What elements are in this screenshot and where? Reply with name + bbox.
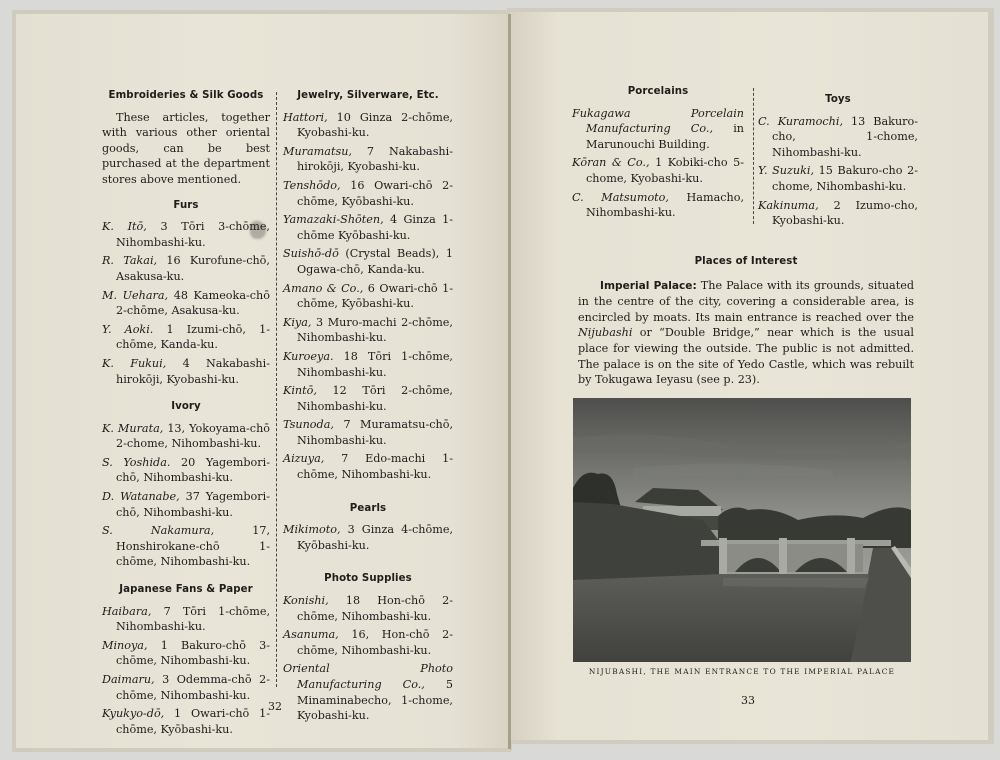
shop-address: 37 Yagembori-chō, Nihombashi-ku. — [116, 490, 270, 519]
list-item — [102, 219, 270, 250]
shop-address: in Marunouchi Building. — [586, 122, 745, 151]
shop-name: Oriental Photo Manufacturing Co., — [283, 662, 453, 691]
list-item — [283, 383, 453, 414]
paragraph-text: The Palace with its grounds, situated in the centre of the city, covering a considerable area, is encircled by moats. Its main entrance is reached over the — [578, 278, 914, 324]
list-item — [102, 489, 270, 520]
left-column-b — [283, 88, 453, 727]
shop-address: 1 Owari-chō 1-chōme, Kyōbashi-ku. — [116, 707, 270, 736]
list-item — [283, 110, 453, 141]
shop-address: 17, Honshirokane-chō 1-chōme, Nihombashi-ku. — [116, 524, 270, 569]
list-item — [283, 315, 453, 346]
places-of-interest — [578, 254, 914, 388]
shop-name: M. Uehara, — [102, 288, 169, 302]
shop-name: Aizuya, — [283, 452, 325, 466]
shop-address: 7 Nakabashi-hirokōji, Kyobashi-ku. — [297, 144, 453, 174]
shop-name: Kiya, — [283, 315, 312, 329]
nijubashi-photo — [573, 398, 911, 662]
list-item — [283, 349, 453, 380]
photo-illustration — [573, 398, 911, 662]
shop-name: Kōran & Co., — [572, 156, 650, 170]
list-item — [283, 281, 453, 312]
list-item — [102, 523, 270, 570]
shop-name: R. Takai, — [102, 254, 158, 268]
shop-address: 3 Ginza 4-chōme, Kyōbashi-ku. — [297, 523, 453, 552]
list-item — [283, 593, 453, 624]
section-heading: Photo Supplies — [324, 573, 412, 585]
right-column-toys — [758, 92, 918, 232]
shop-address: 1 Kobiki-cho 5-chome, Kyobashi-ku. — [586, 156, 744, 185]
shop-address: 16 Kurofune-chō, Asakusa-ku. — [116, 254, 270, 283]
list-item — [102, 421, 270, 452]
shop-name: Amano & Co., — [283, 281, 364, 295]
shop-name: Kintō, — [283, 384, 317, 398]
list-item — [102, 706, 270, 737]
shop-name: Y. Aoki. — [102, 322, 154, 336]
shop-name: Tenshōdo, — [283, 178, 341, 192]
shop-name: Hattori, — [283, 110, 328, 124]
list-item — [102, 253, 270, 284]
list-item — [283, 212, 453, 243]
shop-address: 5 Minaminabecho, 1-chome, Kyobashi-ku. — [297, 678, 453, 723]
list-item — [758, 198, 918, 229]
list-item — [283, 661, 453, 723]
shop-name: Konishi, — [283, 594, 329, 608]
section-heading: Toys — [825, 94, 851, 105]
section-heading: Jewelry, Silverware, Etc. — [297, 90, 439, 101]
list-item — [572, 155, 744, 186]
list-item — [283, 522, 453, 553]
shop-address: Hamacho, Nihombashi-ku. — [586, 190, 744, 220]
shop-address: 16 Owari-chō 2-chōme, Kyōbashi-ku. — [297, 178, 453, 208]
shop-name: K. Itō, — [102, 220, 147, 234]
section-heading: Pearls — [349, 502, 387, 514]
list-item — [102, 288, 270, 319]
shop-name: Tsunoda, — [283, 418, 334, 432]
list-item — [283, 627, 453, 658]
list-item — [283, 451, 453, 482]
photo-caption: NIJUBASHI, THE MAIN ENTRANCE TO THE IMPERIAL PALACE — [588, 667, 896, 676]
shop-address: 3 Tōri 3-chōme, Nihombashi-ku. — [116, 220, 270, 249]
shop-address: 13, Yokoyama-chō 2-chome, Nihombashi-ku. — [116, 421, 271, 451]
section-heading: Porcelains — [627, 86, 689, 97]
shop-address: 6 Owari-chō 1-chōme, Kyōbashi-ku. — [297, 281, 453, 311]
shop-address: 48 Kameoka-chō 2-chōme, Asakusa-ku. — [116, 288, 270, 318]
shop-name: Muramatsu, — [283, 144, 352, 158]
list-item — [283, 246, 453, 277]
shop-name: Suishō-dō — [283, 247, 339, 261]
list-item — [102, 322, 270, 353]
italic-term: Nijubashi — [578, 326, 633, 340]
shop-address: 20 Yagembori-chō, Nihombashi-ku. — [116, 455, 270, 485]
shop-address: 7 Tōri 1-chōme, Nihombashi-ku. — [116, 604, 270, 634]
book-gutter — [508, 14, 511, 749]
right-column-porcelains — [572, 84, 744, 224]
list-item — [572, 190, 744, 221]
page-number: 33 — [741, 694, 755, 707]
shop-address: 18 Tōri 1-chōme, Nihombashi-ku. — [297, 349, 453, 379]
shop-name: K. Fukui, — [102, 356, 167, 370]
shop-name: Asanuma, — [283, 628, 339, 642]
shop-address: (Crystal Beads), 1 Ogawa-chō, Kanda-ku. — [297, 247, 453, 276]
list-item — [102, 638, 270, 669]
shop-address: 13 Bakuro-cho, 1-chome, Nihombashi-ku. — [772, 114, 919, 159]
shop-name: Haibara, — [102, 604, 152, 618]
shop-address: 16, Hon-chō 2-chōme, Nihombashi-ku. — [297, 628, 453, 657]
section-heading: Ivory — [171, 401, 201, 413]
list-item — [102, 455, 270, 486]
list-item — [102, 604, 270, 635]
shop-address: 10 Ginza 2-chōme, Kyobashi-ku. — [297, 110, 453, 140]
shop-address: 1 Bakuro-chō 3-chōme, Nihombashi-ku. — [116, 638, 270, 668]
shop-address: 4 Ginza 1-chōme Kyōbashi-ku. — [297, 213, 453, 242]
shop-address: 15 Bakuro-cho 2-chome, Nihombashi-ku. — [772, 164, 918, 193]
shop-address: 4 Nakabashi-hirokōji, Kyobashi-ku. — [116, 356, 270, 386]
paragraph-lead: Imperial Palace: — [600, 279, 697, 292]
shop-name: S. Nakamura, — [102, 524, 215, 538]
page-number: 32 — [268, 700, 282, 713]
shop-name: D. Watanabe, — [102, 490, 180, 504]
shop-name: Fukagawa Porcelain Manufacturing Co., — [572, 106, 744, 136]
shop-name: Yamazaki-Shōten, — [283, 213, 384, 227]
shop-name: Kyukyo-dō, — [102, 707, 165, 721]
paragraph-text: or “Double Bridge,” near which is the usual place for viewing the outside. The public is not admitted. The palace is on the site of Yedo Castle, which was rebuilt by Tokugawa Ieyasu (see p. 23). — [578, 326, 914, 387]
shop-address: 2 Izumo-cho, Kyobashi-ku. — [772, 198, 918, 228]
shop-address: 7 Muramatsu-chō, Nihombashi-ku. — [297, 418, 453, 447]
list-item — [283, 417, 453, 448]
column-divider — [276, 92, 277, 687]
list-item — [572, 106, 744, 153]
shop-name: Y. Suzuki, — [758, 164, 815, 178]
shop-address: 18 Hon-chō 2-chōme, Nihombashi-ku. — [297, 594, 453, 623]
list-item — [102, 672, 270, 703]
section-heading: Japanese Fans & Paper — [119, 584, 253, 596]
shop-name: C. Kuramochi, — [758, 114, 844, 128]
shop-address: 3 Muro-machi 2-chōme, Nihombashi-ku. — [297, 315, 453, 345]
shop-name: Kuroeya. — [283, 349, 334, 363]
shop-address: 7 Edo-machi 1-chōme, Nihombashi-ku. — [297, 452, 453, 482]
list-item — [102, 356, 270, 387]
column-divider — [753, 88, 754, 224]
list-item — [758, 114, 918, 161]
list-item — [758, 163, 918, 194]
left-column-a — [102, 88, 270, 740]
section-heading: Furs — [173, 199, 199, 211]
imperial-palace-paragraph — [578, 278, 914, 388]
section-heading: Places of Interest — [694, 256, 798, 267]
section-heading: Embroideries & Silk Goods — [108, 90, 264, 101]
shop-name: Daimaru, — [102, 673, 155, 686]
shop-name: Kakinuma, — [758, 198, 819, 212]
section-paragraph: These articles, together with various other oriental goods, can be best purchased at the department stores above mentioned. — [102, 110, 270, 186]
shop-name: C. Matsumoto, — [572, 190, 669, 204]
shop-name: Minoya, — [102, 638, 148, 652]
list-item — [283, 178, 453, 209]
shop-name: Mikimoto, — [283, 523, 341, 537]
list-item — [283, 144, 453, 175]
shop-address: 12 Tōri 2-chōme, Nihombashi-ku. — [297, 384, 453, 413]
shop-address: 1 Izumi-chō, 1-chōme, Kanda-ku. — [116, 322, 270, 352]
shop-name: K. Murata, — [102, 421, 164, 435]
shop-address: 3 Odemma-chō 2-chōme, Nihombashi-ku. — [116, 673, 270, 702]
shop-name: S. Yoshida. — [102, 455, 171, 469]
